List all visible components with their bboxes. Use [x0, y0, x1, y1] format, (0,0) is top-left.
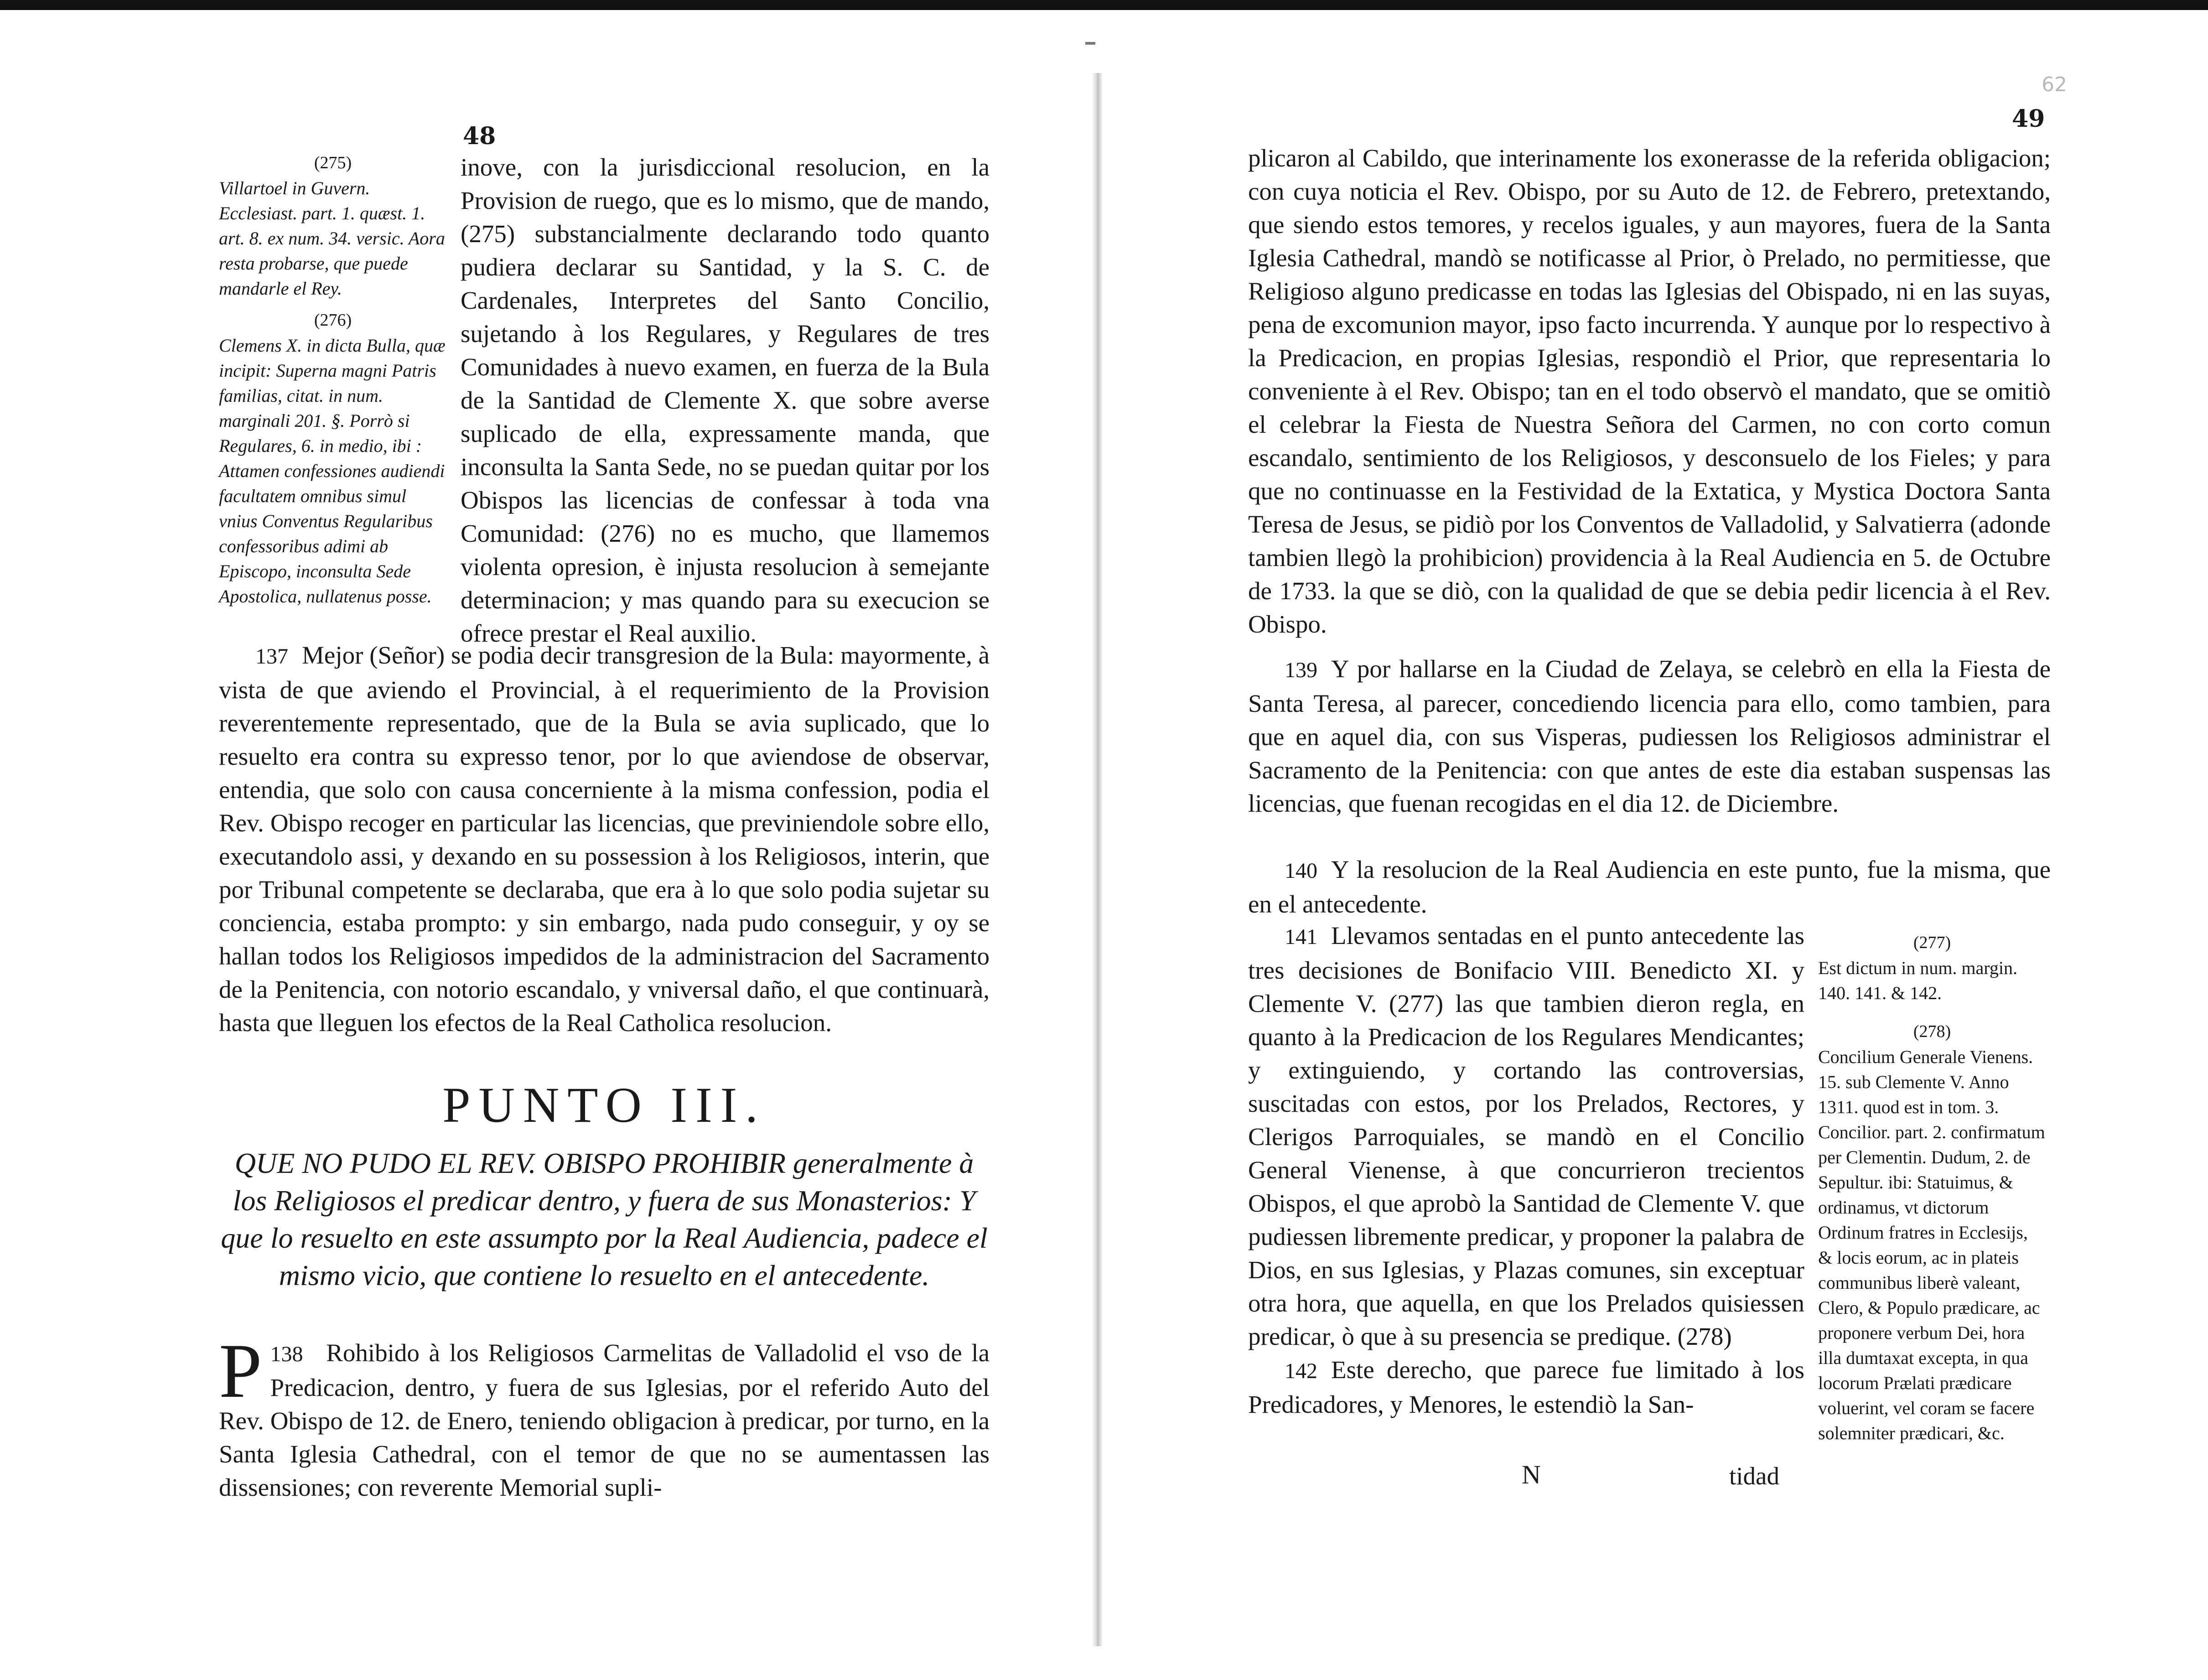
note-text: Est dictum in num. margin. 140. 141. & 142.: [1818, 958, 2018, 1003]
drop-capital: P: [219, 1328, 262, 1414]
paragraph-number: 138: [270, 1342, 303, 1366]
note-text: Concilium Generale Vienens. 15. sub Clemente V. Anno 1311. quod est in tom. 3. Concilior. part. 2. confirmatum per Clementin. Dudum, 2. de Sepultur. ibi: Statuimus, & ordinamus, vt dictorum Ordinum fratres in Ecclesijs, & locis eorum, ac in plateis communibus liberè valeant, Clero, & Populo prædicare, ac proponere verbum Dei, hora illa dumtaxat excepta, in qua locorum Prælati prædicare voluerint, vel coram se facere solemniter prædicari, &c.: [1818, 1047, 2045, 1443]
page-number: 49: [2012, 105, 2045, 133]
main-text-top: [1248, 141, 2051, 641]
paragraph-139: [1248, 652, 2051, 820]
note-reference: (275): [314, 153, 352, 172]
left-page: [0, 0, 1092, 1680]
marginal-note: [1818, 930, 2046, 1006]
section-subheading: QUE NO PUDO EL REV. OBISPO PROHIBIR generalmente à los Religiosos el predicar dentro, y fuera de sus Monasterios: Y que lo resuelto en este assumpto por la Real Audiencia, padece el mismo vicio, que contiene lo resuelto en el antecedente.: [221, 1147, 988, 1291]
note-text: Clemens X. in dicta Bulla, quæ incipit: Superna magni Patris familias, citat. in num. marginali 201. §. Porrò si Regulares, 6. in medio, ibi : Attamen confessiones audiendi facultatem omnibus simul vnius Conventus Regularibus confessoribus adimi ab Episcopo, inconsulta Sede Apostolica, nullatenus posse.: [219, 335, 446, 607]
paragraph-text: Y la resolucion de la Real Audiencia en este punto, fue la misma, que en el antecedente.: [1248, 856, 2051, 918]
paragraph-141: [1248, 919, 1804, 1421]
section-heading: PUNTO III.: [442, 1077, 766, 1133]
note-reference: (277): [1913, 933, 1951, 952]
paragraph-text: Llevamos sentadas en el punto antecedente las tres decisiones de Bonifacio VIII. Benedicto XI. y Clemente V. (277) las que tambien dieron regla, en quanto à la Predicacion de los Regulares Mendicantes; y extinguiendo, y cortando las controversias, suscitadas con estos, por los Prelados, Rectores, y Clerigos Parroquiales, se mandò en el Concilio General Vienense, à que concurrieron trecientos Obispos, el que aprobò la Santidad de Clemente V. que pudiessen libremente predicar, y proponer la palabra de Dios, en sus Iglesias, y Plazas comunes, sin exceptuar otra hora, que aquella, en que los Prelados quisiessen predicar, ò que à su presencia se predique. (278): [1248, 922, 1804, 1350]
note-reference: (278): [1913, 1022, 1951, 1041]
paragraph-140: [1248, 853, 2051, 921]
catchword: tidad: [1729, 1462, 1779, 1490]
paragraph-text: Mejor (Señor) se podia decir transgresion de la Bula: mayormente, à vista de que aviendo el Provincial, à el requerimiento de la Provision reverentemente representado, que de la Bula se avia suplicado, que lo resuelto era contra su expresso tenor, por lo que aviendose de observar, entendia, que solo con causa concerniente à la misma confession, podia el Rev. Obispo recoger en particular las licencias, que previniendole sobre ello, executandolo assi, y dexando en su possession à los Religiosos, interin, que por Tribunal competente se declaraba, que era à lo que solo podia sujetar su conciencia, estaba prompto: y sin embargo, nada pudo conseguir, y oy se hallan todos los Religiosos impedidos de la administracion del Sacramento de la Penitencia, con notorio escandalo, y vniversal daño, el que continuarà, hasta que lleguen los efectos de la Real Catholica resolucion.: [219, 641, 990, 1037]
paragraph-138: [219, 1328, 990, 1504]
signature-mark: N: [1522, 1460, 1541, 1489]
paragraph: plicaron al Cabildo, que interinamente los exonerasse de la referida obligacion; con cuya noticia el Rev. Obispo, por su Auto de 12. de Febrero, pretextando, que siendo estos temores, y recelos iguales, y aun mayores, fuera de la Santa Iglesia Cathedral, mandò se notificasse al Prior, ò Prelado, no permitiesse, que Religioso alguno predicasse en todas las Iglesias del Obispado, ni en las suyas, pena de excomunion mayor, ipso facto incurrenda. Y aunque por lo respectivo à la Predicacion, en propias Iglesias, respondiò el Prior, que representaria lo conveniente à el Rev. Obispo; tan en el todo observò el mandato, que se omitiò el celebrar la Fiesta de Nuestra Señora del Carmen, no con corto comun escandalo, sentimiento de los Religiosos, y desconsuelo de los Fieles; y para que no continuasse en la Festividad de la Extatica, y Mystica Doctora Santa Teresa de Jesus, se pidiò por los Conventos de Valladolid, y Salvatierra (adonde tambien llegò la prohibicion) providencia à la Real Audiencia en 5. de Octubre de 1733. la que se diò, con la qualidad de que se debia pedir licencia à el Rev. Obispo.: [1248, 144, 2051, 638]
right-page: [1102, 0, 2208, 1680]
paragraph-137: [219, 638, 990, 1039]
paragraph-number: 142: [1285, 1359, 1317, 1383]
pencil-folio-mark: 62: [2042, 73, 2067, 96]
note-text: Villartoel in Guvern. Ecclesiast. part. 1. quæst. 1. art. 8. ex num. 34. versic. Aora resta probarse, que puede mandarle el Rey.: [219, 178, 445, 299]
paragraph: inove, con la jurisdiccional resolucion, en la Provision de ruego, que es lo mismo, que de mando, (275) substancialmente declarando todo quanto pudiera declarar su Santidad, y la S. C. de Cardenales, Interpretes del Santo Concilio, sujetando à los Regulares, y Regulares de tres Comunidades à nuevo examen, en fuerza de la Bula de la Santidad de Clemente X. que sobre averse suplicado de ella, expressamente manda, que inconsulta la Santa Sede, no se puedan quitar por los Obispos las licencias de confessar à toda vna Comunidad: (276) no es mucho, que llamemos violenta opresion, è injusta resolucion à semejante determinacion; y mas quando para su execucion se ofrece prestar el Real auxilio.: [461, 153, 990, 647]
page-number: 48: [463, 122, 496, 150]
paragraph-text: Este derecho, que parece fue limitado à los Predicadores, y Menores, le estendiò la San-: [1248, 1356, 1804, 1418]
paragraph-number: 139: [1285, 658, 1317, 682]
paragraph-text: Rohibido à los Religiosos Carmelitas de Valladolid el vso de la Predicacion, dentro, y fuera de sus Iglesias, por el referido Auto del Rev. Obispo de 12. de Enero, teniendo obligacion à predicar, por turno, en la Santa Iglesia Cathedral, con el temor de que no se aumentassen las dissensiones; con reverente Memorial supli-: [219, 1339, 990, 1501]
marginal-note: [219, 308, 447, 609]
book-gutter: [1092, 73, 1102, 1646]
paragraph-number: 141: [1285, 925, 1317, 949]
paragraph-number: 137: [255, 644, 288, 669]
note-reference: (276): [314, 311, 352, 330]
paragraph-text: Y por hallarse en la Ciudad de Zelaya, se celebrò en ella la Fiesta de Santa Teresa, al parecer, concediendo licencia para ello, como tambien, para que en aquel dia, con sus Visperas, pudiessen los Religiosos administrar el Sacramento de la Penitencia: con que antes de este dia estaban suspensas las licencias, que fuenan recogidas en el dia 12. de Diciembre.: [1248, 655, 2051, 817]
marginal-note: [1818, 1019, 2046, 1446]
marginal-note: [219, 150, 447, 301]
main-text-top: [461, 150, 990, 650]
paragraph-number: 140: [1285, 859, 1317, 883]
